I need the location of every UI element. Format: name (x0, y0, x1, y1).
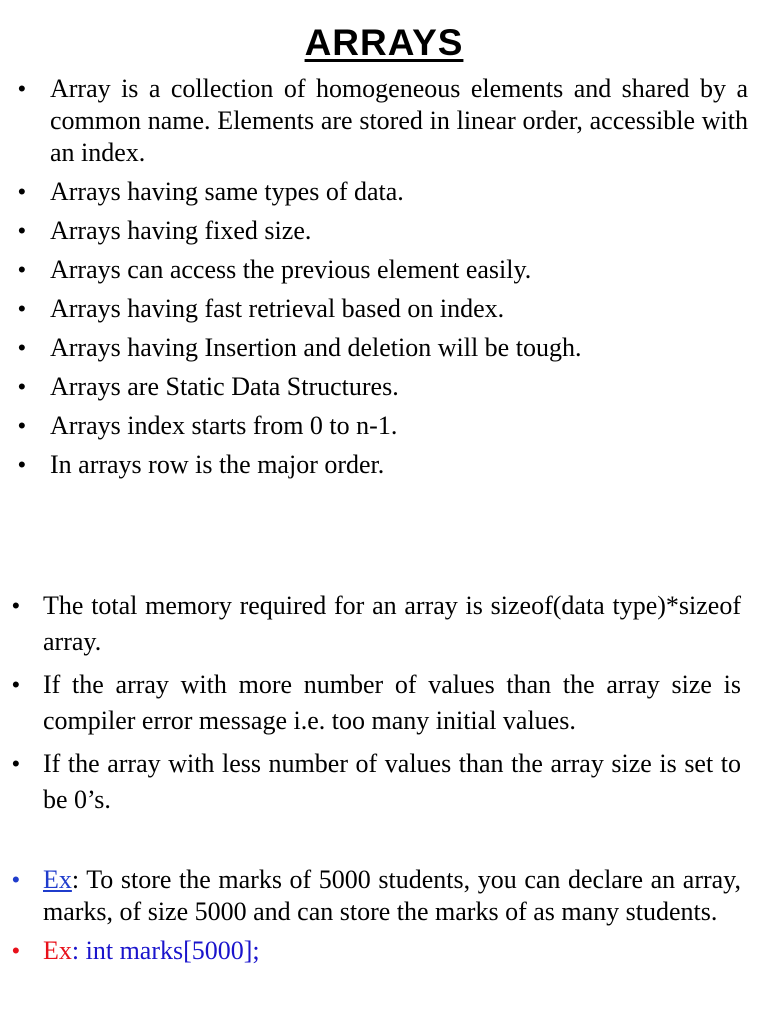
examples-list (12, 864, 741, 974)
example-item (12, 864, 741, 928)
example-code: int marks[5000]; (85, 936, 260, 965)
list-item (18, 176, 748, 208)
list-item-text: Arrays having Insertion and deletion will be tough. (50, 333, 582, 362)
example-link[interactable]: Ex (43, 865, 72, 894)
list-item-text: Arrays are Static Data Structures. (50, 372, 399, 401)
list-item-text: Arrays having same types of data. (50, 177, 404, 206)
example-text: : To store the marks of 5000 students, you can declare an array, marks, of size 5000 and can store the marks of as many students. (43, 865, 741, 926)
bullet-icon: • (18, 218, 26, 243)
arrays-properties-list (18, 73, 748, 488)
list-item (18, 215, 748, 247)
list-item (18, 254, 748, 286)
bullet-icon: • (12, 938, 20, 963)
bullet-icon: • (12, 867, 20, 892)
bullet-icon: • (18, 413, 26, 438)
list-item-text: Array is a collection of homogeneous elements and shared by a common name. Elements are stored in linear order, accessible with an index. (50, 74, 748, 167)
list-item-text: Arrays index starts from 0 to n-1. (50, 411, 398, 440)
list-item-text: In arrays row is the major order. (50, 450, 385, 479)
bullet-icon: • (18, 335, 26, 360)
list-item-text: The total memory required for an array is sizeof(data type)*sizeof array. (43, 591, 741, 656)
list-item-text: Arrays having fixed size. (50, 216, 312, 245)
memory-notes-list (12, 588, 741, 825)
bullet-icon: • (12, 751, 20, 776)
bullet-icon: • (18, 179, 26, 204)
example-label: Ex (43, 936, 72, 965)
bullet-icon: • (18, 374, 26, 399)
bullet-icon: • (18, 452, 26, 477)
list-item (18, 371, 748, 403)
list-item-text: If the array with less number of values than the array size is set to be 0’s. (43, 749, 741, 814)
bullet-icon: • (12, 593, 20, 618)
list-item (18, 449, 748, 481)
page-title: ARRAYS (304, 22, 464, 63)
list-item (12, 667, 741, 739)
bullet-icon: • (18, 296, 26, 321)
list-item (12, 588, 741, 660)
bullet-icon: • (18, 257, 26, 282)
list-item-text: If the array with more number of values than the array size is compiler error message i.e. too many initial values. (43, 670, 741, 735)
bullet-icon: • (18, 76, 26, 101)
example-separator: : (71, 936, 86, 965)
list-item (12, 746, 741, 818)
list-item (18, 410, 748, 442)
list-item-text: Arrays can access the previous element easily. (50, 255, 532, 284)
example-item (12, 935, 741, 967)
list-item-text: Arrays having fast retrieval based on index. (50, 294, 505, 323)
list-item (18, 332, 748, 364)
list-item (18, 293, 748, 325)
bullet-icon: • (12, 672, 20, 697)
list-item (18, 73, 748, 169)
